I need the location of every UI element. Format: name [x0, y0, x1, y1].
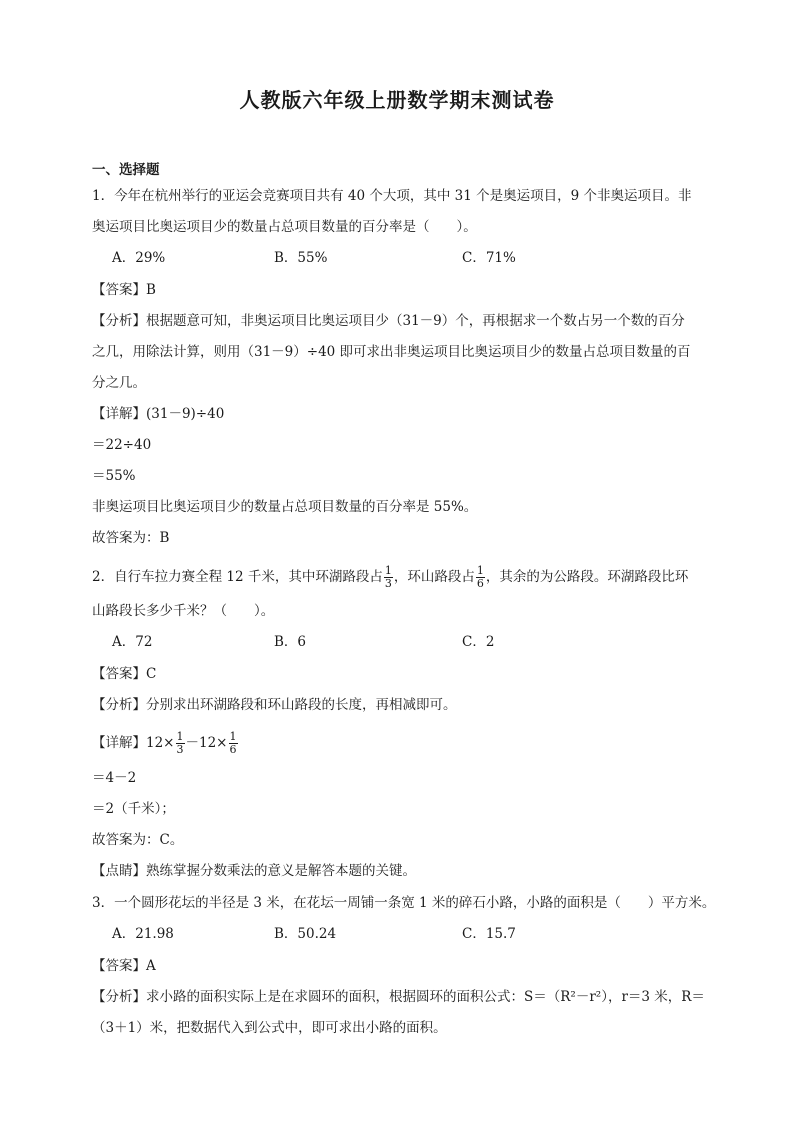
- q2-detail-line2: ＝4－2: [92, 770, 137, 786]
- q2-line1-part-a: 2．自行车拉力赛全程 12 千米，其中环湖路段占: [92, 569, 383, 585]
- q1-detail-line1: 【详解】(31－9)÷40: [92, 406, 225, 422]
- q1-analysis-line3: 分之几。: [92, 375, 146, 391]
- q1-analysis-line1: 【分析】根据题意可知，非奥运项目比奥运项目少（31－9）个，再根据求一个数占另一个数的百分: [92, 313, 685, 329]
- q3-analysis-line2: （3＋1）米，把数据代入到公式中，即可求出小路的面积。: [92, 1020, 447, 1036]
- q2-fraction-mountain: [476, 565, 485, 590]
- q2-option-c: C．2: [462, 634, 495, 650]
- q1-option-c: C．71%: [462, 250, 516, 266]
- q1-line1: 1．今年在杭州举行的亚运会竞赛项目共有 40 个大项，其中 31 个是奥运项目，9 个非奥运项目。非: [92, 188, 692, 204]
- q3-line1: 3．一个圆形花坛的半径是 3 米，在花坛一周铺一条宽 1 米的碎石小路，小路的面积是（ ）平方米。: [92, 895, 716, 911]
- q2-line1-part-b: ，环山路段占: [393, 569, 475, 585]
- fraction-denominator: 3: [384, 577, 392, 590]
- q3-option-a: A．21.98: [112, 926, 174, 942]
- q2-option-a: A．72: [112, 634, 153, 650]
- q1-option-b: B．55%: [274, 250, 328, 266]
- q3-analysis-line1: 【分析】求小路的面积实际上是在求圆环的面积，根据圆环的面积公式：S＝（R²－r²），r＝3 米，R＝: [92, 989, 705, 1005]
- fraction-numerator: 1: [229, 730, 237, 743]
- q1-answer: 【答案】B: [92, 282, 156, 298]
- fraction-denominator: 6: [229, 743, 237, 756]
- q2-line1: [92, 565, 717, 590]
- q1-detail-line4: 非奥运项目比奥运项目少的数量占总项目数量的百分率是 55%。: [92, 499, 478, 515]
- q1-conclusion: 故答案为：B: [92, 530, 170, 546]
- section-heading: 一、选择题: [92, 162, 160, 178]
- q2-detail-mid: －12×: [185, 735, 228, 751]
- q3-option-c: C．15.7: [462, 926, 516, 942]
- q2-line1-part-c: ，其余的为公路段。环湖路段比环: [485, 569, 689, 585]
- page-title: 人教版六年级上册数学期末测试卷: [239, 88, 555, 112]
- q2-line2: 山路段长多少千米？（ ）。: [92, 603, 275, 619]
- q1-detail-line3: ＝55%: [92, 468, 136, 484]
- fraction-numerator: 1: [476, 564, 484, 577]
- q3-option-b: B．50.24: [274, 926, 337, 942]
- q1-detail-line2: ＝22÷40: [92, 437, 152, 453]
- q2-detail-prefix: 【详解】12×: [92, 735, 175, 751]
- q1-line2: 奥运项目比奥运项目少的数量占总项目数量的百分率是（ ）。: [92, 219, 477, 235]
- q2-conclusion: 故答案为：C。: [92, 832, 184, 848]
- q2-analysis: 【分析】分别求出环湖路段和环山路段的长度，再相减即可。: [92, 697, 457, 713]
- fraction-denominator: 6: [476, 577, 484, 590]
- q2-option-b: B．6: [274, 634, 307, 650]
- q1-analysis-line2: 之几，用除法计算，则用（31－9）÷40 即可求出非奥运项目比奥运项目少的数量占总项目数量的百: [92, 344, 691, 360]
- fraction-numerator: 1: [384, 564, 392, 577]
- fraction-denominator: 3: [176, 743, 184, 756]
- q3-answer: 【答案】A: [92, 958, 156, 974]
- q1-option-a: A．29%: [112, 250, 166, 266]
- q2-comment: 【点睛】熟练掌握分数乘法的意义是解答本题的关键。: [92, 863, 416, 879]
- q2-detail-line1: [92, 731, 717, 756]
- q2-fraction-lake: [384, 565, 393, 590]
- q2-detail-line3: ＝2（千米）；: [92, 801, 175, 817]
- q2-answer: 【答案】C: [92, 666, 157, 682]
- fraction-numerator: 1: [176, 730, 184, 743]
- q2-detail-fraction-2: [229, 731, 238, 756]
- q2-detail-fraction-1: [176, 731, 185, 756]
